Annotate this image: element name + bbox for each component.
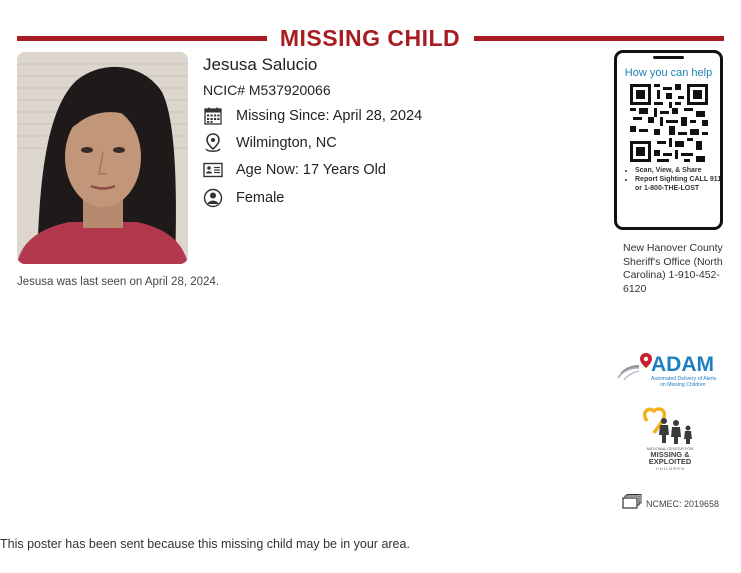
help-bullets (621, 166, 725, 193)
poster-title: MISSING CHILD (279, 25, 461, 51)
ncmec-line-3: EXPLOITED (648, 457, 692, 466)
missing-since-text: Missing Since: April 28, 2024 (236, 108, 423, 124)
sex-text: Female (236, 190, 285, 206)
ncic-number: NCIC# M537920066 (203, 82, 331, 98)
adam-logo (617, 352, 721, 392)
person-icon (203, 188, 223, 208)
calendar-icon (203, 106, 223, 126)
location-pin-icon (203, 133, 223, 153)
ncmec-line-1: NATIONAL CENTER FOR (646, 446, 694, 451)
ncmec-line-2: MISSING & (650, 450, 690, 459)
header-rule-left (17, 36, 267, 41)
files-icon (622, 494, 642, 514)
help-title: How you can help (624, 67, 713, 79)
bullet-scan: • Scan, View, & Share (635, 166, 725, 175)
child-name: Jesusa Salucio (203, 55, 318, 74)
agency-contact: New Hanover County Sheriff's Office (North Carolina) 1-910-452-6120 (623, 242, 723, 295)
location-text: Wilmington, NC (236, 135, 337, 151)
age-row (203, 160, 386, 180)
ncmec-logo (638, 407, 702, 473)
age-text: Age Now: 17 Years Old (236, 162, 386, 178)
phone-speaker (653, 56, 684, 59)
adam-subtitle-1: Automated Delivery of Alerts (651, 376, 717, 382)
last-seen-text: Jesusa was last seen on April 28, 2024. (17, 276, 220, 288)
header-rule-right (474, 36, 724, 41)
help-phone-card (614, 50, 723, 230)
poster-footer-note: This poster has been sent because this missing child may be in your area. (0, 537, 410, 551)
qr-code[interactable] (630, 84, 708, 167)
ncmec-case-number (622, 494, 719, 514)
adam-subtitle-2: on Missing Children (660, 382, 706, 388)
child-photo (17, 52, 188, 264)
ncmec-line-4: C H I L D R E N (655, 466, 685, 471)
id-card-icon (203, 160, 223, 180)
adam-word: ADAM (651, 353, 714, 376)
location-row (203, 133, 337, 153)
sex-row (203, 188, 284, 208)
bullet-report: • Report Sighting CALL 911 or 1-800-THE-LOST (635, 175, 725, 193)
ncmec-case-text: NCMEC: 2019658 (646, 499, 720, 509)
missing-since-row (203, 106, 422, 126)
